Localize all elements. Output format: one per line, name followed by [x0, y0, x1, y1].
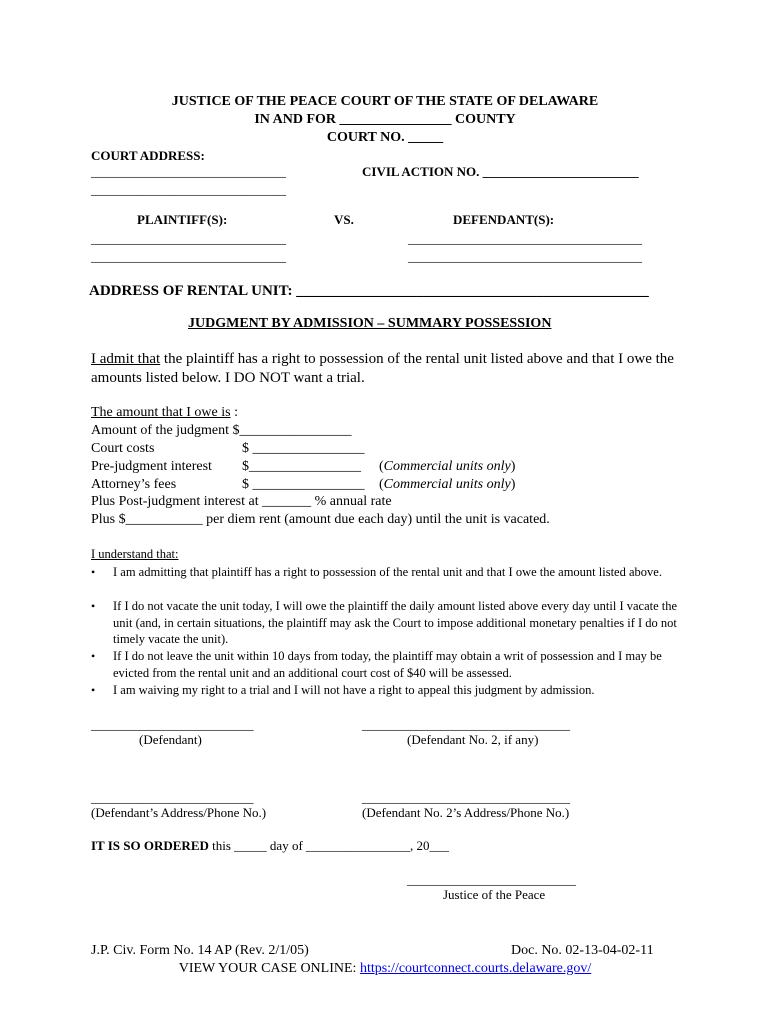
- defendant2-signature-label: (Defendant No. 2, if any): [407, 732, 539, 747]
- defendant-line-2: ____________________________________: [408, 249, 642, 264]
- amounts-heading: [91, 405, 238, 421]
- order-text: this _____ day of ________________, 20___: [208, 838, 450, 853]
- attorney-fees-note: (Commercial units only): [379, 477, 516, 492]
- bullet-icon: •: [91, 599, 96, 613]
- court-address-line-2: ______________________________: [91, 182, 286, 197]
- plaintiff-line-2: ______________________________: [91, 249, 286, 264]
- understand-item-1: I am admitting that plaintiff has a right to possession of the rental unit and that I owe the amount listed above.: [113, 565, 662, 579]
- understand-heading: I understand that:: [91, 547, 179, 561]
- document-number: Doc. No. 02-13-04-02-11: [511, 943, 654, 958]
- amounts-heading-text: The amount that I owe is: [91, 405, 231, 420]
- court-title: JUSTICE OF THE PEACE COURT OF THE STATE OF DELAWARE: [171, 94, 599, 109]
- plaintiff-line-1: ______________________________: [91, 231, 286, 246]
- defendant2-signature-line: ________________________________: [362, 717, 570, 732]
- judge-label: Justice of the Peace: [443, 887, 546, 902]
- bullet-icon: •: [91, 565, 96, 579]
- defendant2-address-label: (Defendant No. 2’s Address/Phone No.): [362, 805, 570, 820]
- admission-line-1: [91, 351, 674, 368]
- post-judgment-interest: Plus Post-judgment interest at _______ % annual rate: [91, 494, 392, 509]
- commercial-note-2: Commercial units only: [383, 477, 511, 492]
- attorney-fees-label: Attorney’s fees: [91, 477, 177, 492]
- plaintiff-label: PLAINTIFF(S):: [137, 212, 228, 227]
- form-number: J.P. Civ. Form No. 14 AP (Rev. 2/1/05): [91, 943, 309, 958]
- rental-unit-address: [89, 283, 649, 300]
- defendant-signature-line: _________________________: [91, 717, 254, 732]
- order-bold: IT IS SO ORDERED: [91, 838, 209, 853]
- form-title: JUDGMENT BY ADMISSION – SUMMARY POSSESSION: [188, 316, 552, 331]
- view-case-label: VIEW YOUR CASE ONLINE:: [178, 961, 360, 976]
- judgment-amount: Amount of the judgment $________________: [91, 423, 352, 438]
- admission-line-2: amounts listed below. I DO NOT want a trial.: [91, 370, 365, 386]
- civil-action-number: CIVIL ACTION NO. ________________________: [362, 164, 639, 179]
- court-number: COURT NO. _____: [326, 130, 444, 145]
- amounts-heading-suffix: :: [230, 405, 238, 420]
- rental-unit-label: ADDRESS OF RENTAL UNIT:: [89, 283, 293, 299]
- attorney-fees-value: $ ________________: [242, 477, 365, 492]
- defendant-address-label: (Defendant’s Address/Phone No.): [91, 805, 267, 820]
- understand-item-2: If I do not vacate the unit today, I will owe the plaintiff the daily amount listed above every day until I vacate the unit (and, in certain situations, the plaintiff may ask the Court to impose additional monetary penalties if I do not timely vacate the unit).: [113, 599, 678, 646]
- courtconnect-link[interactable]: https://courtconnect.courts.delaware.gov/: [359, 961, 592, 976]
- court-address-line-1: ______________________________: [91, 164, 286, 179]
- rental-unit-line: _______________________________________________: [296, 283, 649, 299]
- per-diem-rent: Plus $___________ per diem rent (amount due each day) until the unit is vacated.: [91, 512, 550, 527]
- court-order-line: [91, 838, 449, 854]
- prejudgment-value: $________________: [242, 459, 361, 474]
- commercial-note-1: Commercial units only: [383, 459, 511, 474]
- prejudgment-label: Pre-judgment interest: [91, 459, 212, 474]
- admission-underlined: I admit that: [91, 351, 161, 367]
- judge-signature-line: __________________________: [407, 872, 576, 887]
- defendant2-address-line: ________________________________: [362, 790, 570, 805]
- county-line: IN AND FOR ________________ COUNTY: [254, 112, 516, 127]
- defendant-signature-label: (Defendant): [139, 732, 202, 747]
- view-case-online: [0, 961, 770, 977]
- admission-text: the plaintiff has a right to possession of the rental unit listed above and that I owe the: [160, 351, 674, 367]
- defendant-line-1: ____________________________________: [408, 231, 642, 246]
- understand-item-4: I am waiving my right to a trial and I will not have a right to appeal this judgment by admission.: [113, 683, 595, 697]
- versus-label: VS.: [334, 212, 354, 227]
- bullet-icon: •: [91, 683, 96, 697]
- court-address-label: COURT ADDRESS:: [91, 148, 205, 163]
- understand-item-3: If I do not leave the unit within 10 days from today, the plaintiff may obtain a writ of possession and I may be evicted from the rental unit and an additional court cost of $40 will be assessed.: [113, 649, 662, 680]
- court-costs-label: Court costs: [91, 441, 155, 456]
- court-costs-value: $ ________________: [242, 441, 365, 456]
- bullet-icon: •: [91, 649, 96, 663]
- prejudgment-note: (Commercial units only): [379, 459, 516, 474]
- defendant-address-line: _________________________: [91, 790, 254, 805]
- defendant-label: DEFENDANT(S):: [453, 212, 555, 227]
